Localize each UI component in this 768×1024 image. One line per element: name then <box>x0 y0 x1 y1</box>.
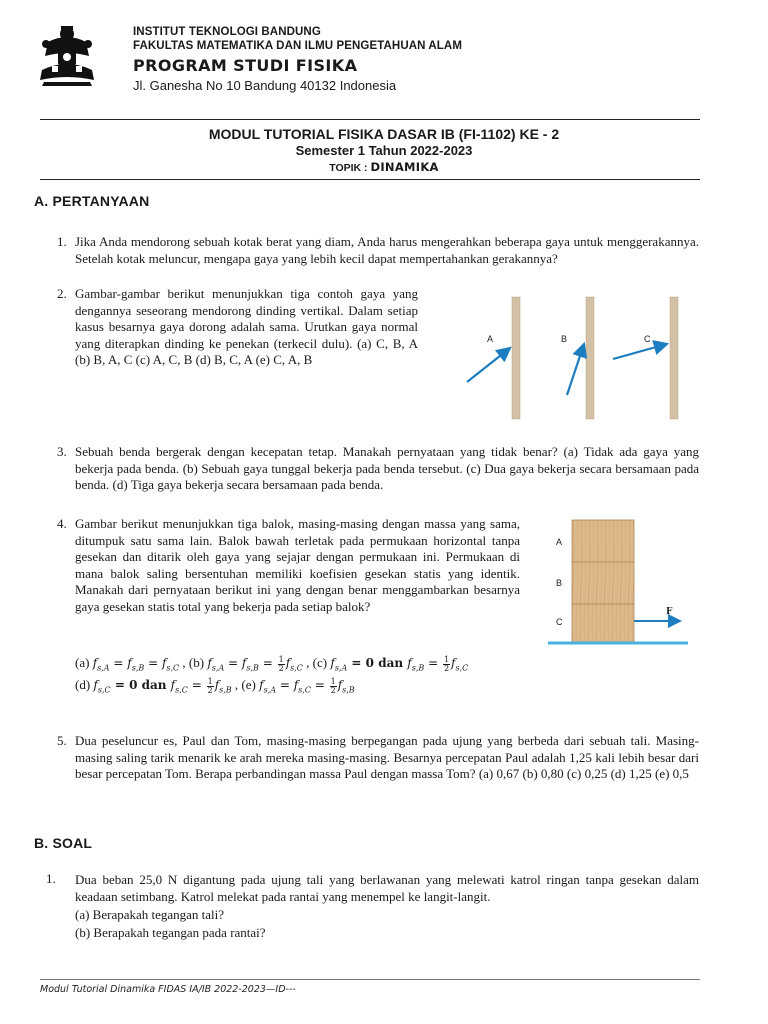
subscript: s,C <box>290 663 303 673</box>
fraction-numerator: 1 <box>278 654 284 664</box>
block-label-c: C <box>556 617 563 627</box>
question-4-text: Gambar berikut menunjukkan tiga balok, masing-masing dengan massa yang sama, ditumpuk satu sama lain. Balok bawah terletak pada permukaan horizontal tanpa gesekan dan ditarik oleh gaya yang sejajar dengan permukaan ini. Permukaan di mana balok saling bersentuhan memiliki koefisien gesekan statis yang identik. Manakah dari pernyataan berikut ini yang dengan benar menggambarkan besarnya gaya gesekan statis total yang bekerja pada setiap balok? <box>75 516 520 614</box>
subscript: s,A <box>97 663 110 673</box>
subscript: s,B <box>131 663 145 673</box>
f-symbol: f <box>407 656 412 670</box>
question-2-text: Gambar-gambar berikut menunjukkan tiga contoh gaya yang dengannya seseorang mendorong dinding vertikal. Dalam setiap kasus besarnya gaya dorong adalah sama. Urutkan gaya normal yang diterapkan dinding ke penekan (terkecil dulu). (a) C, B, A (b) B, A, C (c) A, C, B (d) B, C, A (e) C, A, B <box>75 286 418 368</box>
section-a-heading: A. PERTANYAAN <box>34 193 150 209</box>
module-semester: Semester 1 Tahun 2022-2023 <box>295 143 473 158</box>
subscript: s,C <box>455 663 469 673</box>
module-title: MODUL TUTORIAL FISIKA DASAR IB (FI-1102) KE - 2 <box>208 126 560 142</box>
equals: = <box>310 678 329 692</box>
equals: = <box>224 656 242 670</box>
subscript: s,C <box>298 685 311 695</box>
question-number: 2. <box>57 286 67 301</box>
block-a <box>572 520 634 562</box>
equals: = <box>276 678 294 692</box>
fraction-denominator: 2 <box>207 685 213 695</box>
f-symbol: f <box>285 656 291 670</box>
option-label: (d) <box>75 677 94 692</box>
fraction-numerator: 1 <box>443 654 450 664</box>
equals: = <box>424 656 442 670</box>
force-arrow-c <box>613 344 667 359</box>
stacked-blocks-figure <box>548 515 688 655</box>
f-symbol: f <box>259 678 264 692</box>
fraction-half <box>330 678 337 695</box>
subscript: s,C <box>166 663 180 673</box>
fraction-denominator: 2 <box>330 685 336 695</box>
f-symbol: f <box>207 656 212 670</box>
question-4-options-line-1 <box>75 655 468 673</box>
question-4-options-line-2 <box>75 677 355 695</box>
subscript: s,B <box>342 685 355 695</box>
topic-label: TOPIK : <box>329 162 371 174</box>
fraction-half <box>443 656 450 673</box>
fraction-half <box>207 678 214 695</box>
block-label-b: B <box>556 578 563 588</box>
header-divider <box>40 119 700 120</box>
footer-divider <box>40 979 700 980</box>
figure-label-c: C <box>644 334 651 344</box>
subscript: s,C <box>97 685 111 695</box>
question-number: 5. <box>57 733 67 748</box>
f-symbol: f <box>127 656 132 670</box>
f-symbol: f <box>241 656 247 670</box>
address: Jl. Ganesha No 10 Bandung 40132 Indonesia <box>133 78 397 93</box>
f-symbol: f <box>337 678 343 692</box>
fraction-denominator: 2 <box>443 663 450 673</box>
problem-1-part-a: (a) Berapakah tegangan tali? <box>75 907 225 922</box>
question-3-text: Sebuah benda bergerak dengan kecepatan tetap. Manakah pernyataan yang tidak benar? (a) Tidak ada gaya yang bekerja pada benda. (b) Sebuah gaya tunggal bekerja pada benda tersebut. (c) Dua gaya bekerja secara bersamaan pada benda. (d) Tiga gaya bekerja secara bersamaan pada benda. <box>75 444 699 493</box>
question-1-text: Jika Anda mendorong sebuah kotak berat yang diam, Anda harus mengerahkan beberapa gaya untuk menggerakannya. Setelah kotak meluncur, mengapa gaya yang lebih kecil dapat mempertahankan gerakannya? <box>75 234 699 266</box>
equals: = <box>258 656 277 670</box>
fraction-numerator: 1 <box>207 676 213 686</box>
fraction-half <box>278 656 285 673</box>
module-topic <box>0 160 768 174</box>
topic-value: DINAMIKA <box>370 160 439 174</box>
block-label-a: A <box>556 537 563 547</box>
question-5-text: Dua peseluncur es, Paul dan Tom, masing-masing berpegangan pada ujung yang berbeda dari sebuah tali. Masing-masing saling tarik menarik ke arah mereka masing-masing. Besarnya percepatan Paul adalah 1,25 kali lebih besar dari besar percepatan Tom. Berapa perbandingan massa Paul dengan massa Tom? (a) 0,67 (b) 0,80 (c) 0,25 (d) 1,25 (e) 0,5 <box>75 733 699 782</box>
wall-b <box>586 297 594 419</box>
f-symbol: f <box>293 678 299 692</box>
program-name: PROGRAM STUDI FISIKA <box>133 56 358 75</box>
f-symbol: f <box>92 656 98 670</box>
itb-ganesha-logo <box>34 22 100 88</box>
institution-name: INSTITUT TEKNOLOGI BANDUNG <box>133 26 321 38</box>
problem-1-part-b: (b) Berapakah tegangan pada rantai? <box>75 925 266 940</box>
zero-and: = 0 dan <box>347 656 408 670</box>
problem-1-text: Dua beban 25,0 N digantung pada ujung tali yang berlawanan yang melewati katrol ringan tanpa gesekan dalam keadaan setimbang. Katrol melekat pada rantai yang menempel ke langit-langit. <box>75 872 699 904</box>
subscript: s,A <box>211 663 225 673</box>
fraction-numerator: 1 <box>330 676 336 686</box>
title-divider <box>40 179 700 180</box>
footer-text: Modul Tutorial Dinamika FIDAS IA/IB 2022-2023—ID--- <box>40 984 296 995</box>
subscript: s,B <box>219 685 232 695</box>
force-arrow-b <box>567 344 584 395</box>
block-b <box>572 562 634 604</box>
force-label: F <box>666 607 673 617</box>
f-symbol: f <box>330 656 335 670</box>
option-label: , (e) <box>231 677 260 692</box>
equals: = <box>109 656 128 670</box>
wall-c <box>670 297 678 419</box>
subscript: s,A <box>334 663 348 673</box>
wall-a <box>512 297 520 419</box>
question-number: 3. <box>57 444 67 459</box>
option-label: (a) <box>75 655 93 670</box>
figure-label-a: A <box>487 334 494 344</box>
f-symbol: f <box>214 678 220 692</box>
figure-label-b: B <box>561 334 568 344</box>
block-c <box>572 604 634 642</box>
f-symbol: f <box>93 678 98 692</box>
section-b-heading: B. SOAL <box>34 835 93 851</box>
problem-number: 1. <box>46 871 56 886</box>
option-label: , (c) <box>302 655 331 670</box>
subscript: s,B <box>411 663 425 673</box>
faculty-name: FAKULTAS MATEMATIKA DAN ILMU PENGETAHUAN ALAM <box>133 40 463 52</box>
option-label: , (b) <box>179 655 208 670</box>
subscript: s,A <box>263 685 276 695</box>
equals: = <box>144 656 162 670</box>
f-symbol: f <box>451 656 456 670</box>
question-number: 1. <box>57 234 67 249</box>
equals: = <box>187 678 206 692</box>
subscript: s,C <box>175 685 188 695</box>
zero-and: = 0 dan <box>110 678 171 692</box>
fraction-denominator: 2 <box>278 663 284 673</box>
f-symbol: f <box>161 656 167 670</box>
force-arrow-a <box>467 348 510 382</box>
question-number: 4. <box>57 516 67 531</box>
subscript: s,B <box>246 663 259 673</box>
f-symbol: f <box>170 678 176 692</box>
wall-push-figure <box>455 292 700 424</box>
